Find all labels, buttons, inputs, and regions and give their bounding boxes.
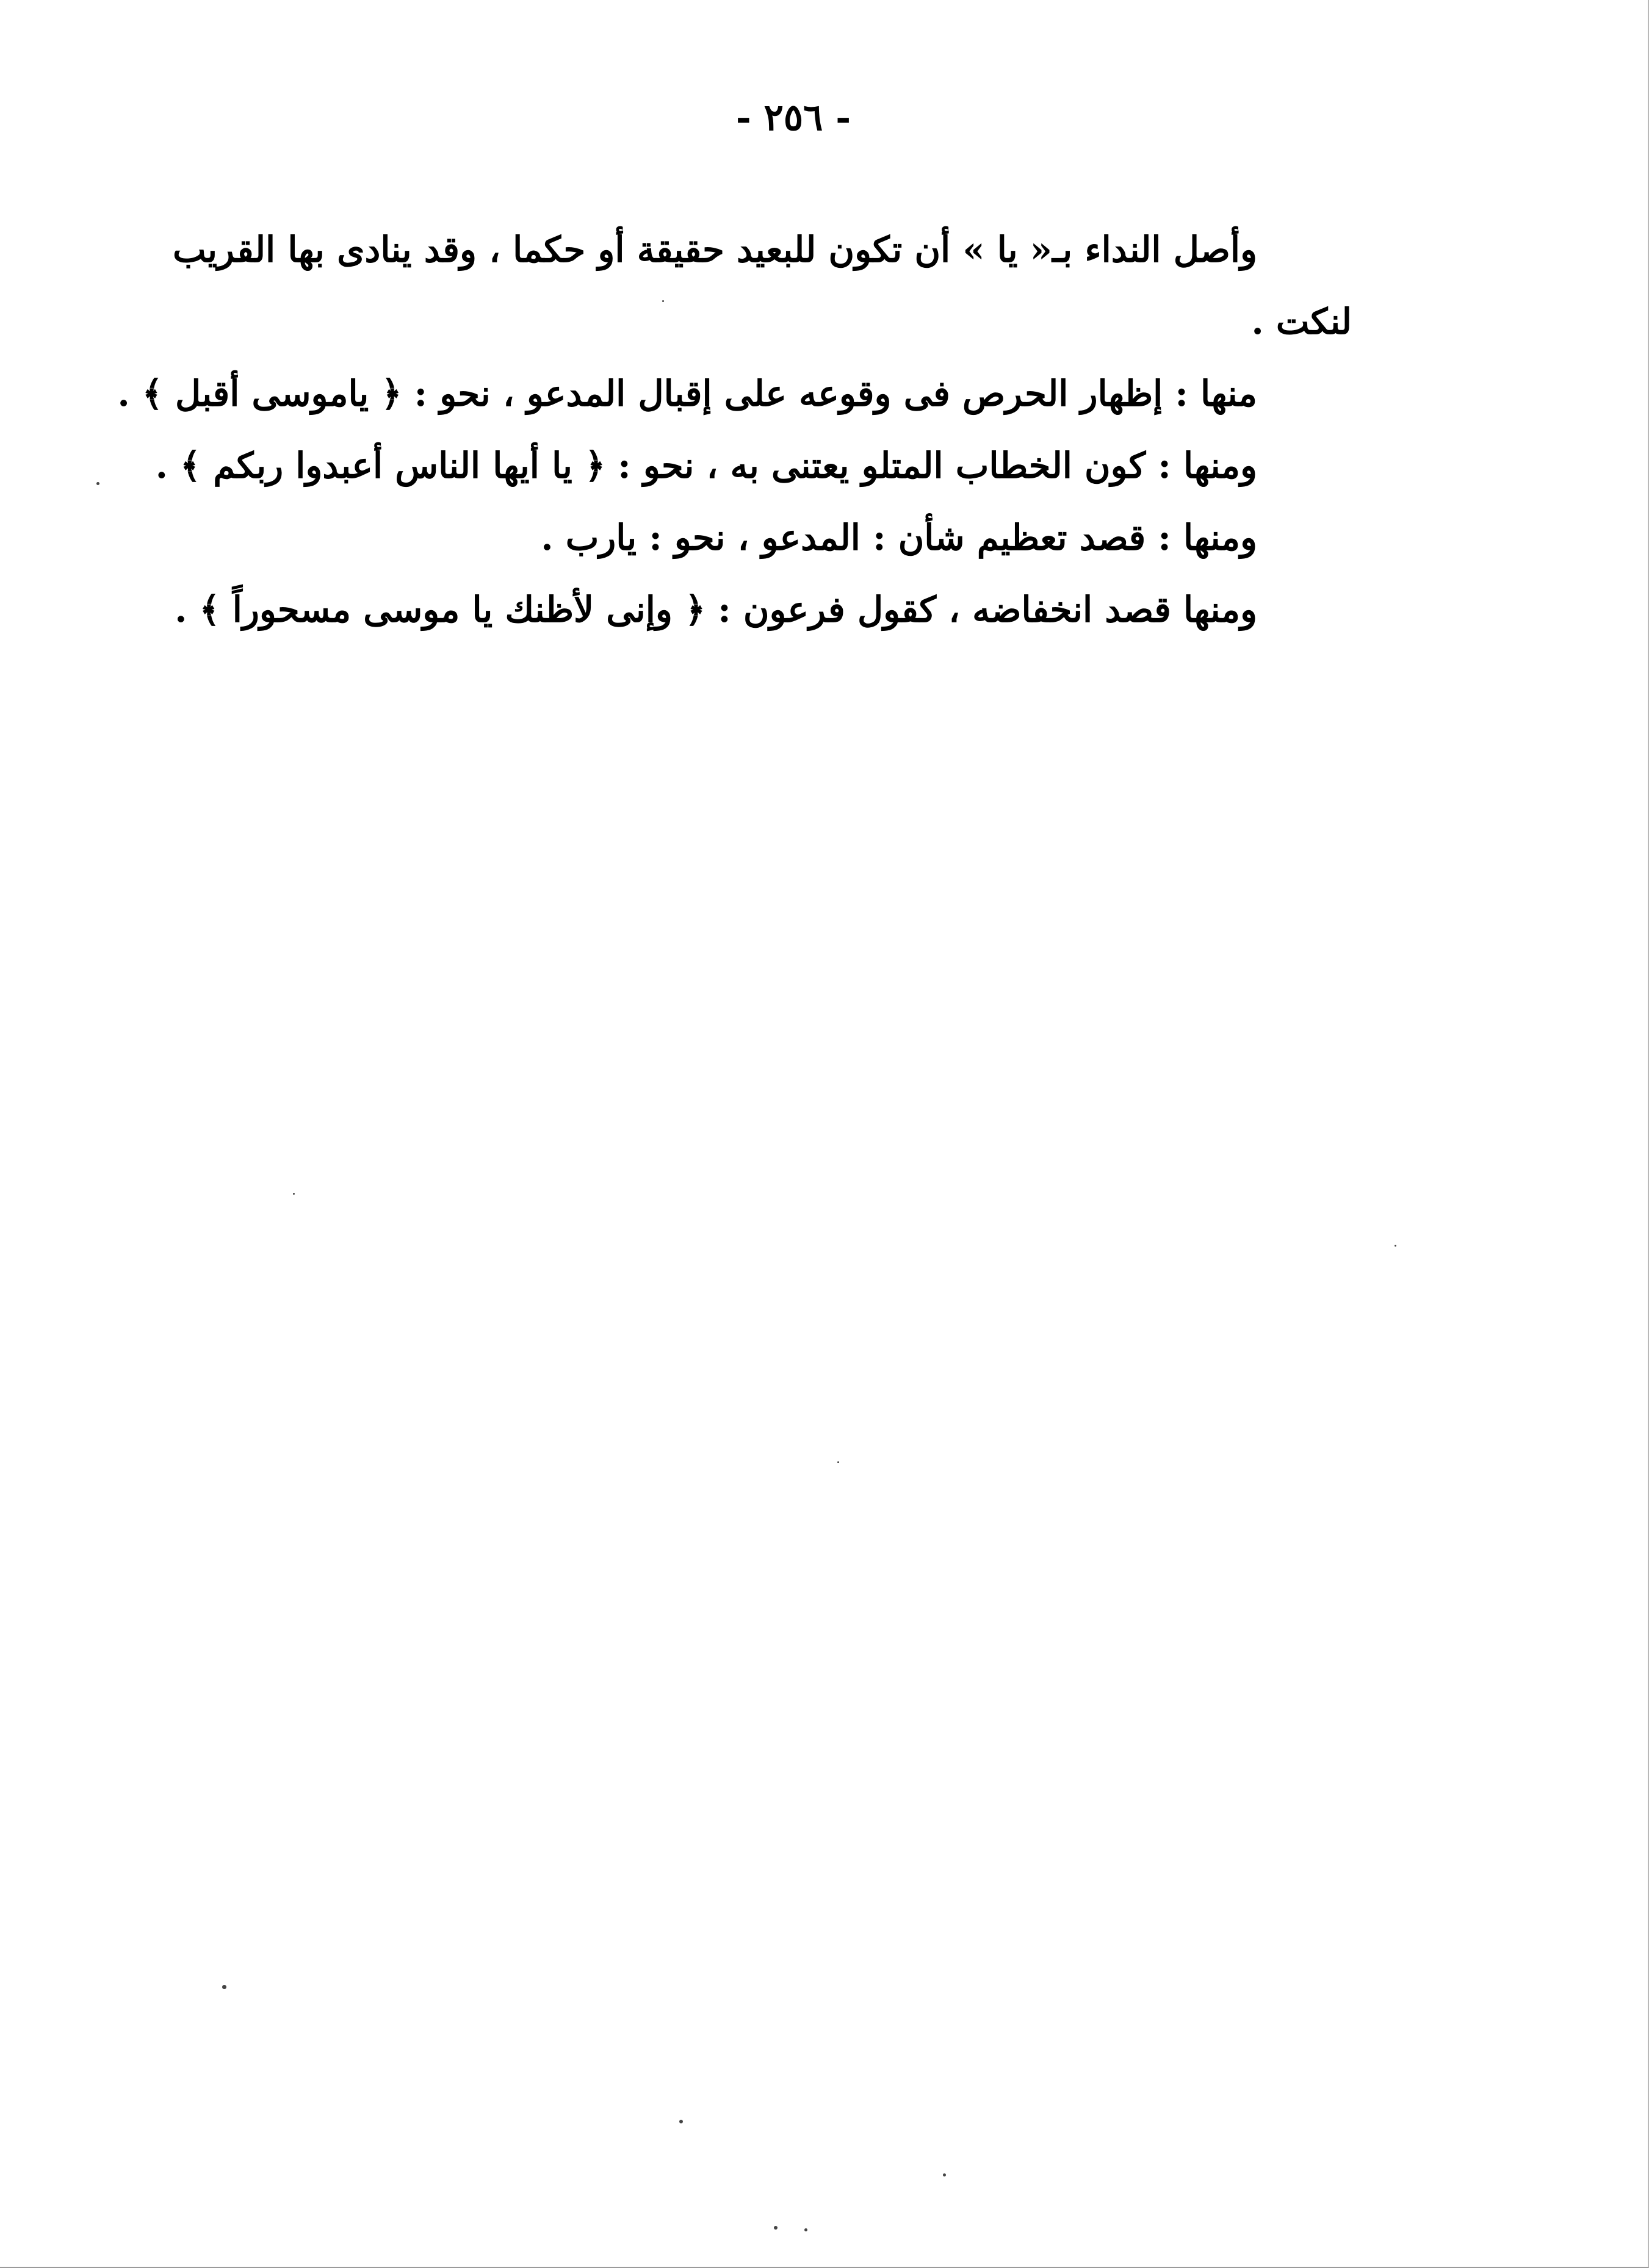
example-line-2: ومنها : كون الخطاب المتلو يعتنى به ، نحو : ﴿ يا أيها الناس أعبدوا ربكم ﴾ . bbox=[155, 445, 1257, 486]
scan-speck bbox=[837, 1461, 839, 1463]
example-line-1: منها : إظهار الحرص فى وقوعه على إقبال المدعو ، نحو : ﴿ ياموسى أقبل ﴾ . bbox=[117, 373, 1257, 414]
scan-speck bbox=[96, 482, 99, 485]
scan-speck bbox=[1395, 1245, 1396, 1247]
paragraph-line-2: لنكت . bbox=[1251, 301, 1352, 342]
example-line-4: ومنها قصد انخفاضه ، كقول فرعون : ﴿ وإنى لأظنك يا موسى مسحوراً ﴾ . bbox=[175, 589, 1257, 630]
paragraph-line-1: وأصل النداء بـ« يا » أن تكون للبعيد حقيقة أو حكما ، وقد ينادى بها القريب bbox=[172, 229, 1257, 270]
body-text bbox=[117, 214, 1352, 646]
page-number: - ٢٥٦ - bbox=[735, 96, 851, 139]
scan-speck bbox=[774, 2226, 778, 2230]
scan-speck bbox=[804, 2228, 807, 2231]
scan-speck bbox=[679, 2120, 683, 2123]
scan-speck bbox=[662, 300, 664, 302]
scan-speck bbox=[222, 1985, 226, 1989]
scan-speck bbox=[943, 2173, 946, 2176]
scan-speck bbox=[293, 1193, 295, 1195]
example-line-3: ومنها : قصد تعظيم شأن : المدعو ، نحو : يارب . bbox=[541, 517, 1257, 558]
